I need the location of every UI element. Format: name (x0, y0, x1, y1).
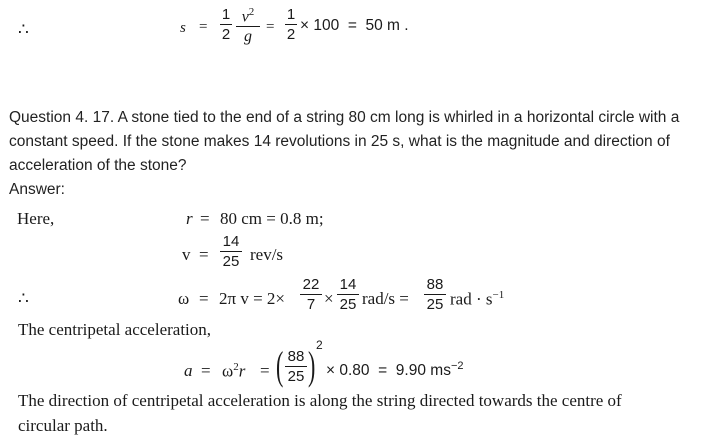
centripetal-intro: The centripetal acceleration, (18, 320, 212, 339)
fraction-denominator: 2 (286, 26, 296, 43)
fraction-14-over-25 (220, 233, 242, 270)
question-block (9, 106, 679, 202)
a-equals: = (201, 361, 211, 380)
here-label: Here, (17, 209, 55, 228)
eq-result: × 100 = 50 m . (300, 17, 409, 34)
omega-equals: = (199, 289, 209, 308)
fraction-bar (424, 294, 446, 295)
omega-mid: 2π v = 2× (219, 289, 286, 308)
question-line-1: Question 4. 17. A stone tied to the end of a string 80 cm long is whirled in a horizontal circle with a (9, 109, 680, 126)
eq-equals-2: = (266, 19, 275, 35)
fraction-22-over-7 (300, 276, 322, 313)
fraction-bar (300, 294, 322, 295)
eq-equals-1: = (199, 19, 208, 35)
fraction-denominator: 2 (221, 26, 231, 43)
fraction-denominator: 7 (306, 296, 316, 313)
fraction-denominator: g (244, 28, 252, 46)
direction-line-2: circular path. (18, 416, 108, 435)
fraction-denominator: 25 (339, 296, 357, 313)
question-line-2: constant speed. If the stone makes 14 revolutions in 25 s, what is the magnitude and direction of (9, 133, 670, 150)
r-equals: = (200, 209, 210, 228)
answer-label: Answer: (9, 181, 65, 198)
fraction-numerator: 22 (302, 276, 320, 293)
a-omega-squared-r: $\omega^2r$ (222, 361, 246, 381)
fraction-one-half-a (220, 6, 232, 43)
fraction-88-over-25 (424, 276, 446, 313)
fraction-numerator: 1 (286, 6, 296, 23)
fraction-numerator: 1 (221, 6, 231, 23)
a-result: × 0.80 = 9.90 $ms^{-2}$ (326, 360, 464, 380)
fraction-numerator: 88 (426, 276, 444, 293)
right-paren: ) (308, 343, 316, 388)
fraction-14-over-25-b (337, 276, 359, 313)
fraction-denominator: 25 (222, 253, 240, 270)
direction-line-1: The direction of centripetal acceleration is along the string directed towards the centre of (18, 391, 622, 410)
fraction-bar (337, 294, 359, 295)
fraction-denominator: 25 (426, 296, 444, 313)
fraction-bar (220, 251, 242, 252)
direction-text (18, 388, 622, 438)
v-unit: rev/s (250, 245, 284, 264)
a-equals-2: = (260, 361, 270, 380)
fraction-88-over-25-b (285, 348, 307, 385)
therefore-symbol-2: ∴ (18, 289, 29, 308)
fraction-numerator: 88 (287, 348, 305, 365)
eq-lhs-s: s (180, 20, 186, 36)
omega-unit-1: rad/s = (362, 289, 409, 308)
fraction-bar (236, 26, 260, 27)
a-power: 2 (316, 338, 323, 352)
fraction-bar (220, 24, 232, 25)
fraction-bar (285, 24, 297, 25)
fraction-numerator: $v^2$ (241, 6, 255, 26)
a-lhs: a (184, 361, 193, 380)
r-lhs: r (186, 209, 193, 228)
fraction-numerator: 14 (339, 276, 357, 293)
fraction-one-half-b (285, 6, 297, 43)
omega-unit-2: rad · $s^{-1}$ (450, 289, 505, 309)
omega-times: × (324, 289, 334, 308)
fraction-numerator: 14 (222, 233, 240, 250)
left-paren: ( (276, 343, 284, 388)
therefore-symbol: ∴ (18, 20, 29, 39)
fraction-v2-over-g (236, 4, 260, 45)
fraction-bar (285, 366, 307, 367)
question-line-3: acceleration of the stone? (9, 157, 187, 174)
r-value: 80 cm = 0.8 m; (220, 209, 324, 228)
v-equals: = (199, 245, 209, 264)
fraction-denominator: 25 (287, 368, 305, 385)
v-lhs: v (182, 245, 191, 264)
omega-lhs: ω (178, 289, 190, 308)
